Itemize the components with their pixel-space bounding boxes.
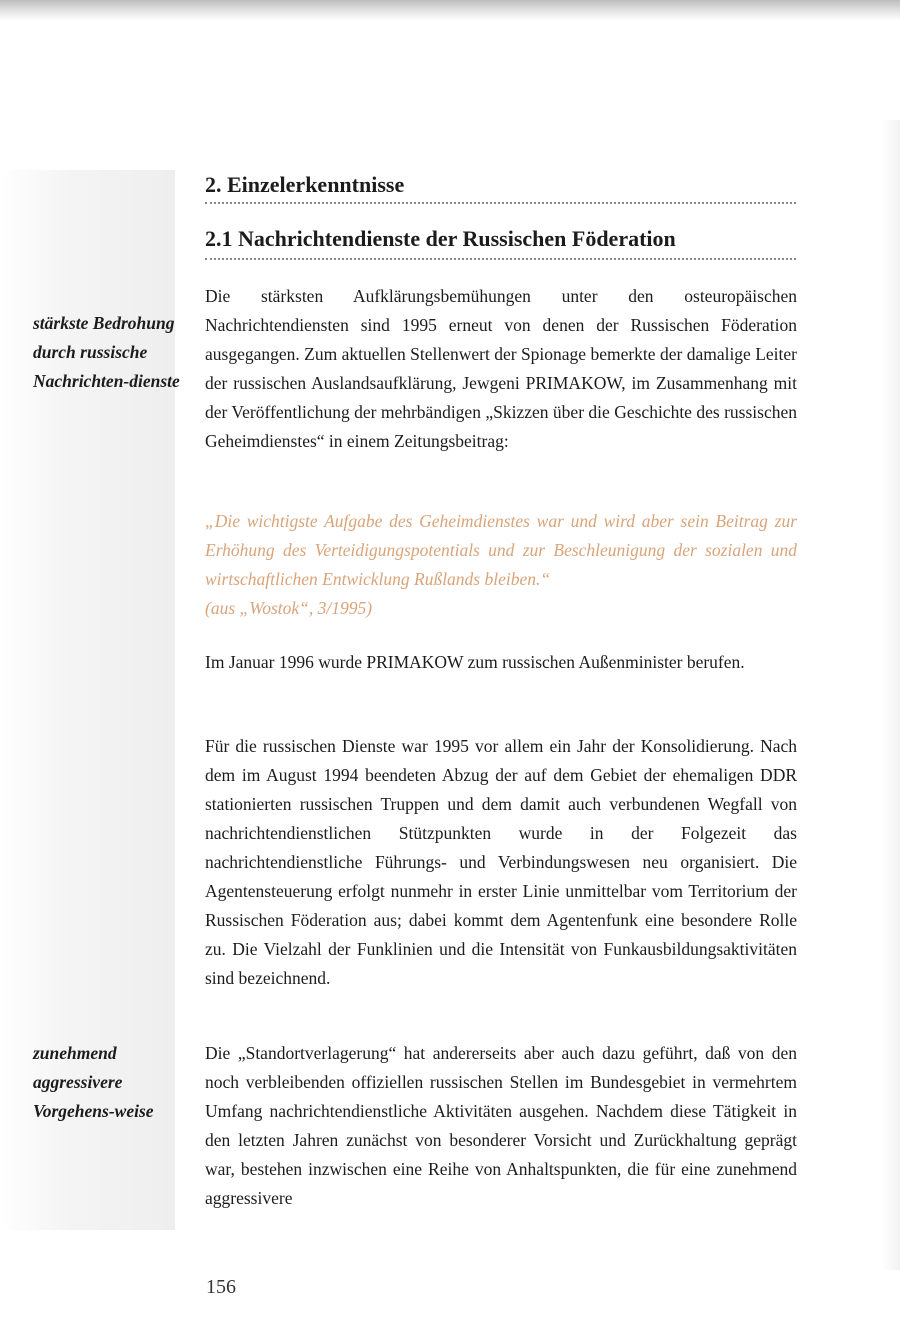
page-edge-shadow xyxy=(882,120,900,1270)
subsection-heading: 2.1 Nachrichtendienste der Russischen Föderation xyxy=(205,224,796,260)
paragraph-intro: Die stärksten Aufklärungsbemühungen unter den osteuropäischen Nachrichtendiensten sind 1995 erneut von denen der Russischen Föderation ausgegangen. Zum aktuellen Stellenwert der Spionage bemerkte der damalige Leiter der russischen Auslandsaufklärung, Jewgeni PRIMAKOW, im Zusammenhang mit der Veröffentlichung der mehrbändigen „Skizzen über die Geschichte des russischen Geheimdienstes“ in einem Zeitungsbeitrag: xyxy=(205,286,797,451)
quote-source: (aus „Wostok“, 3/1995) xyxy=(205,598,373,618)
paragraph-consolidation: Für die russischen Dienste war 1995 vor allem ein Jahr der Konsolidierung. Nach dem im August 1994 beendeten Abzug der auf dem Gebiet der ehemaligen DDR stationierten russischen Truppen und dem damit auch verbundenen Wegfall von nachrichtendienstlichen Stützpunkten wurde in der Folgezeit das nachrichtendienstliche Führungs- und Verbindungswesen neu organisiert. Die Agentensteuerung erfolgt nunmehr in erster Linie unmittelbar vom Territorium der Russischen Föderation aus; dabei kommt dem Agentenfunk eine besondere Rolle zu. Die Vielzahl der Funklinien und die Intensität von Funkausbildungsaktivitäten sind bezeichnend. xyxy=(205,736,797,988)
quote-text: „Die wichtigste Aufgabe des Geheimdienstes war und wird aber sein Beitrag zur Erhöhung des Verteidigungspotentials und zur Beschleunigung der sozialen und wirtschaftlichen Entwicklung Rußlands bleiben.“ xyxy=(205,511,797,589)
paragraph-primakow: Im Januar 1996 wurde PRIMAKOW zum russischen Außenminister berufen. xyxy=(205,652,745,672)
paragraph-relocation: Die „Standortverlagerung“ hat andererseits aber auch dazu geführt, daß von den noch verbleibenden offiziellen russischen Stellen im Bundesgebiet in vermehrtem Umfang nachrichtendienstliche Aktivitäten ausgehen. Nachdem diese Tätigkeit in den letzten Jahren zunächst von besonderer Vorsicht und Zurückhaltung geprägt war, bestehen inzwischen eine Reihe von Anhaltspunkten, die für eine zunehmend aggressivere xyxy=(205,1043,797,1208)
margin-note-strongest-threat: stärkste Bedrohung durch russische Nachrichten-dienste xyxy=(33,313,180,391)
section-heading: 2. Einzelerkenntnisse xyxy=(205,170,796,204)
margin-note-aggressive-approach: zunehmend aggressivere Vorgehens-weise xyxy=(33,1043,154,1121)
page-number: 156 xyxy=(206,1276,236,1298)
page-top-shadow xyxy=(0,0,900,20)
